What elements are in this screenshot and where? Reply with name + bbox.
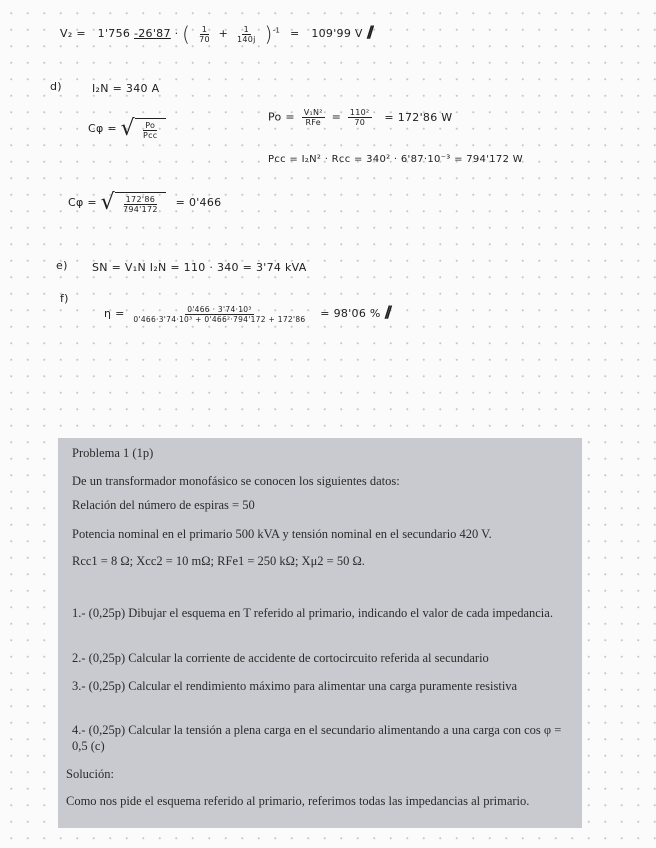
v2-value: 1'756 (97, 27, 131, 40)
cop-lhs: Cφ = (88, 122, 117, 135)
solution-text: Como nos pide el esquema referido al primario, referimos todas las impedancias al primario. (66, 794, 530, 808)
problem-data-3: Rcc1 = 8 Ω; Xcc2 = 10 mΩ; RFe1 = 250 kΩ; Xμ2 = 50 Ω. (72, 554, 365, 568)
v2-plus: + (218, 27, 229, 40)
question-2: 2.- (0,25p) Calcular la corriente de accidente de cortocircuito referida al secundario (72, 651, 489, 665)
cop2-den: 794'172 (122, 205, 158, 214)
v2-angle: -26'87 (133, 27, 171, 40)
eta-den: 0'466·3'74·10³ + 0'466²·794'172 + 172'86 (133, 314, 306, 324)
v2-exp: -1 (272, 26, 281, 35)
v2-dot: · (174, 27, 179, 40)
cop2-result: = 0'466 (175, 196, 222, 209)
problem-data-2: Potencia nominal en el primario 500 kVA y tensión nominal en el secundario 420 V. (72, 527, 492, 541)
po-eq1: = (331, 110, 342, 124)
po-f2-den: 70 (354, 118, 366, 127)
po-f2-num: 110² (349, 108, 370, 117)
v2-frac2: $\frac{1}{140j}$ (236, 24, 256, 44)
eta-result: = 98'06 % (320, 307, 381, 320)
question-1: 1.- (0,25p) Dibujar el esquema en T referido al primario, indicando el valor de cada impedancia. (72, 606, 553, 620)
v2-frac1: $\frac{1}{70}$ (199, 24, 210, 44)
eta-formula (104, 302, 388, 324)
problem-data-1: Relación del número de espiras = 50 (72, 498, 255, 512)
part-d-label: d) (50, 80, 62, 93)
problem-intro: De un transformador monofásico se conocen los siguientes datos: (72, 474, 400, 488)
eta-num: 0'466 · 3'74·10³ (187, 304, 252, 314)
cop-num: Po (145, 121, 156, 130)
cop2-formula: Cφ = √ $\frac{172'86}{794'172}$ = 0'466 (68, 190, 222, 215)
v2-equation: V₂ = 1'756 -26'87 · ( $\frac{1}{70}$ + $\frac{1}{140j}$ )$^{-1}$ = 109'99 V // (60, 22, 371, 46)
po-result: = 172'86 W (384, 110, 453, 124)
pcc-formula: Pcc = I₂N² · Rcc = 340² · 6'87·10⁻³ = 794'172 W (268, 154, 523, 165)
part-e-label: e) (56, 259, 68, 272)
v2-result: 109'99 V (311, 27, 363, 40)
solution-label: Solución: (66, 767, 114, 781)
cop2-lhs: Cφ = (68, 196, 97, 209)
sn-formula: SN = V₁N I₂N = 110 · 340 = 3'74 kVA (92, 261, 307, 274)
po-f1-den: RFe (305, 118, 321, 127)
i2n-value: I₂N = 340 A (92, 82, 160, 95)
problem-box (58, 438, 582, 828)
po-lhs: Po = (268, 110, 295, 124)
cop-formula: Cφ = √ $\frac{Po}{\text{Pcc}}$ (88, 118, 166, 140)
cop-den: Pcc (142, 131, 158, 140)
question-3: 3.- (0,25p) Calcular el rendimiento máximo para alimentar una carga puramente resistiva (72, 679, 518, 693)
po-formula (268, 108, 452, 127)
po-f1-num: V₁N² (303, 108, 323, 117)
eta-mark: // (384, 302, 389, 321)
problem-title: Problema 1 (1p) (72, 446, 154, 460)
question-4: 4.- (0,25p) Calcular la tensión a plena carga en el secundario alimentando a una carga con cos φ = 0,5 (c) (72, 723, 562, 753)
cop2-num: 172'86 (125, 195, 156, 204)
v2-eq: = (289, 27, 300, 40)
v2-mark: // (366, 22, 371, 41)
eta-lhs: η = (104, 307, 125, 320)
v2-lhs: V₂ = (60, 27, 86, 40)
part-f-label: f) (60, 292, 69, 305)
